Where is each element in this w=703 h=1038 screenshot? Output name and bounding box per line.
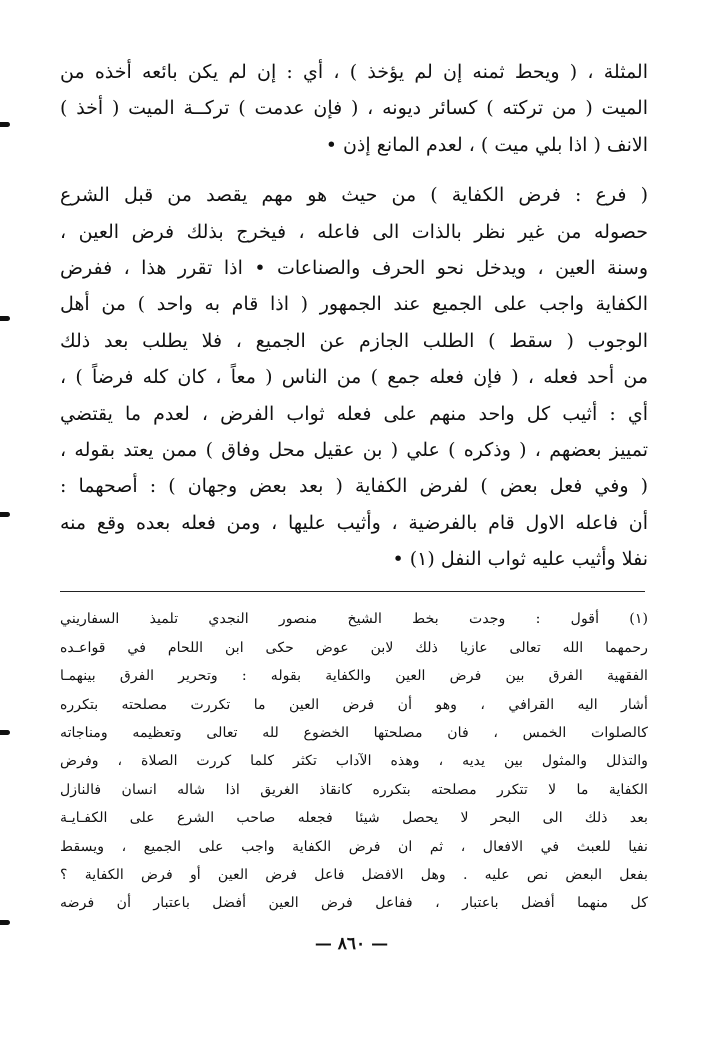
main-text-line: ( فرع : فرض الكفاية ) من حيث هو مهم يقصد من قبل الشرع <box>60 184 648 207</box>
footnote-separator <box>60 577 648 605</box>
footnote-line: كل منهما أفضل باعتبار ، ففاعل فرض العين أفضل باعتبار أن فرضه <box>60 895 648 912</box>
footnote-line: الفقهية الفرق بين فرض العين والكفاية بقوله : وتحرير الفرق بينهمـا <box>60 668 648 685</box>
main-text <box>60 54 648 577</box>
page-number: — ٨٦٠ — <box>314 934 389 954</box>
paragraph-gap <box>60 163 648 177</box>
binding-mark <box>0 122 10 127</box>
footnote-line: والتذلل والمثول بين يديه ، وهذه الآداب تكثر كلما كررت الصلاة ، وفرض <box>60 753 648 770</box>
main-text-line: الانف ( اذا بلي ميت ) ، لعدم المانع إذن • <box>325 133 648 156</box>
footnote <box>60 605 648 917</box>
main-text-line: وسنة العين ، ويدخل نحو الحرف والصناعات • اذا تقرر هذا ، ففرض <box>60 256 648 279</box>
main-text-line: أن فاعله الاول قام بالفرضية ، وأثيب عليها ، ومن فعله بعده وقع منه <box>60 511 648 534</box>
main-text-line: حصوله من غير نظر بالذات الى فاعله ، فيخرج بذلك فرض العين ، <box>60 220 648 243</box>
footnote-line: بعد ذلك الى البحر لا يحصل شيئا فجعله صاحب الشرع على الكفـايـة <box>60 810 648 827</box>
main-text-line: أي : أثيب كل واحد منهم على فعله ثواب الفرض ، لعدم ما يقتضي <box>60 402 648 425</box>
footnote-line: رحمهما الله تعالى عازيا ذلك لابن عوض حكى ابن اللحام في قواعـده <box>60 639 648 656</box>
binding-mark <box>0 730 10 735</box>
binding-mark <box>0 512 10 517</box>
main-text-line: تمييز بعضهم ، ( وذكره ) علي ( بن عقيل محل وفاق ) ممن يعتد بقوله ، <box>60 438 648 461</box>
main-text-line: الوجوب ( سقط ) الطلب الجازم عن الجميع ، فلا يطلب بعد ذلك <box>60 329 648 352</box>
binding-mark <box>0 316 10 321</box>
main-text-line: من أحد فعله ، ( فإن فعله جمع ) من الناس ( معاً ، كان كله فرضاً ) ، <box>60 366 648 389</box>
main-text-line: الكفاية واجب على الجميع عند الجمهور ( اذا قام به واحد ) من أهل <box>60 293 648 316</box>
footnote-line: (١) أقول : وجدت بخط الشيخ منصور النجدي تلميذ السفاريني <box>60 611 648 628</box>
footnote-rule <box>60 591 645 592</box>
footnote-line: الكفاية ما لا تتكرر مصلحته بتكرره كانقاذ الغريق اذا شاله انسان فالنازل <box>60 781 648 798</box>
book-page <box>60 54 648 918</box>
main-text-line: ( وفي فعل بعض ) لفرض الكفاية ( بعد بعض وجهان ) : أصحهما : <box>60 475 648 498</box>
main-text-line: المثلة ، ( ويحط ثمنه إن لم يؤخذ ) ، أي : إن لم يكن بائعه أخذه من <box>60 61 648 83</box>
footnote-line: أشار اليه القرافي ، وهو أن فرض العين ما تكررت مصلحته بتكرره <box>60 696 648 713</box>
binding-mark <box>0 920 10 925</box>
main-text-line: الميت ( من تركته ) كسائر ديونه ، ( فإن عدمت ) تركــة الميت ( أخذ ) <box>60 97 648 120</box>
main-text-line: نفلا وأثيب عليه ثواب النفل (١) • <box>392 548 648 571</box>
footnote-line: نفيا للعبث في الافعال ، ثم ان فرض الكفاية واجب على الجميع ، ويسقط <box>60 838 648 855</box>
footnote-line: كالصلوات الخمس ، فان مصلحتها الخضوع لله تعالى وتعظيمه ومناجاته <box>60 725 648 742</box>
footnote-line: بفعل البعض نص عليه . وهل الافضل فاعل فرض العين أو فرض الكفاية ؟ <box>60 866 648 883</box>
